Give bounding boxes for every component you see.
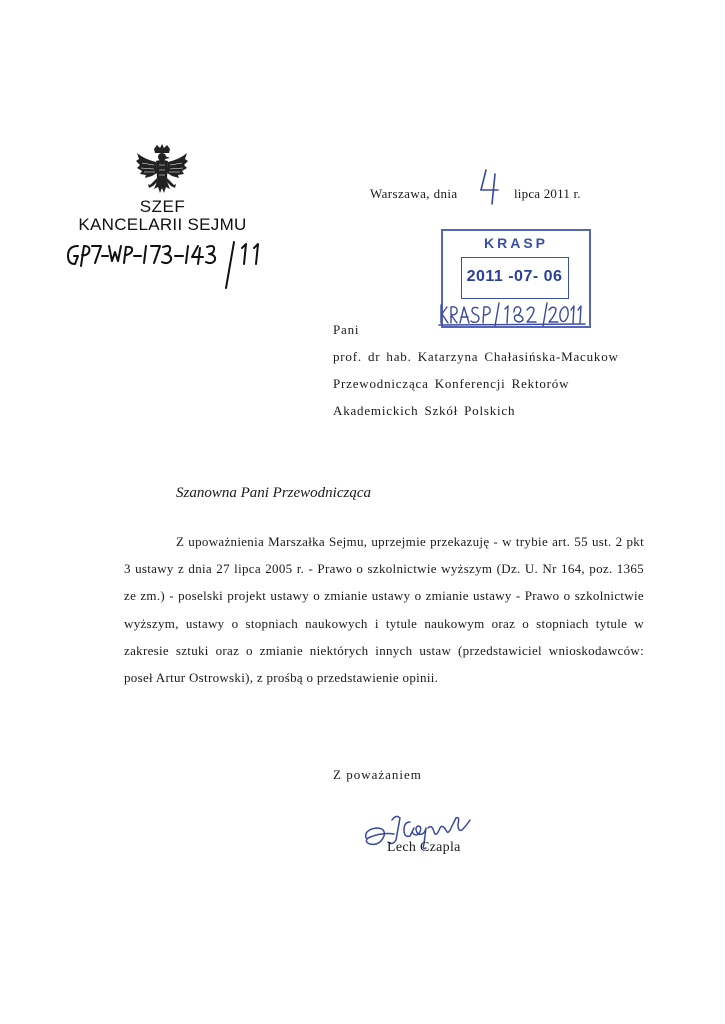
stamp-date: 2011 -07- 06 bbox=[466, 268, 563, 285]
salutation: Szanowna Pani Przewodnicząca bbox=[176, 485, 371, 501]
recipient-line-1: Pani bbox=[333, 322, 360, 337]
org-title-line2: KANCELARII SEJMU bbox=[78, 215, 247, 234]
polish-eagle-icon bbox=[134, 143, 190, 201]
stamp-title: KRASP bbox=[483, 235, 548, 251]
signer-name: Lech Czapla bbox=[387, 840, 461, 855]
recipient-line-4: Akademickich Szkół Polskich bbox=[333, 403, 516, 418]
closing: Z poważaniem bbox=[333, 767, 422, 782]
stamp-registry-handwritten bbox=[437, 301, 587, 327]
date-place: Warszawa, dnia bbox=[370, 186, 458, 201]
body-paragraph bbox=[124, 528, 644, 691]
stamp-date-box bbox=[461, 257, 569, 299]
org-title-line1: SZEF bbox=[139, 197, 186, 216]
date-day-handwritten bbox=[478, 168, 502, 206]
recipient-line-3: Przewodnicząca Konferencji Rektorów bbox=[333, 376, 570, 391]
received-stamp bbox=[441, 229, 591, 328]
date-month-year: lipca 2011 r. bbox=[514, 186, 581, 201]
recipient-line-2: prof. dr hab. Katarzyna Chałasińska-Macukow bbox=[333, 349, 619, 364]
handwritten-reference-number bbox=[64, 236, 294, 292]
body-text: Z upoważnienia Marszałka Sejmu, uprzejmie przekazuję - w trybie art. 55 ust. 2 pkt 3 ustawy z dnia 27 lipca 2005 r. - Prawo o szkolnictwie wyższym (Dz. U. Nr 164, poz. 1365 ze zm.) - poselski projekt ustawy o zmianie ustawy o zmianie ustawy - Prawo o szkolnictwie wyższym, ustawy o stopniach naukowych i tytule naukowym oraz o stopniach tytule w zakresie sztuki oraz o zmianie niektórych innych ustaw (przedstawiciel wnioskodawców: poseł Artur Ostrowski), z prośbą o przedstawienie opinii. bbox=[124, 534, 644, 686]
